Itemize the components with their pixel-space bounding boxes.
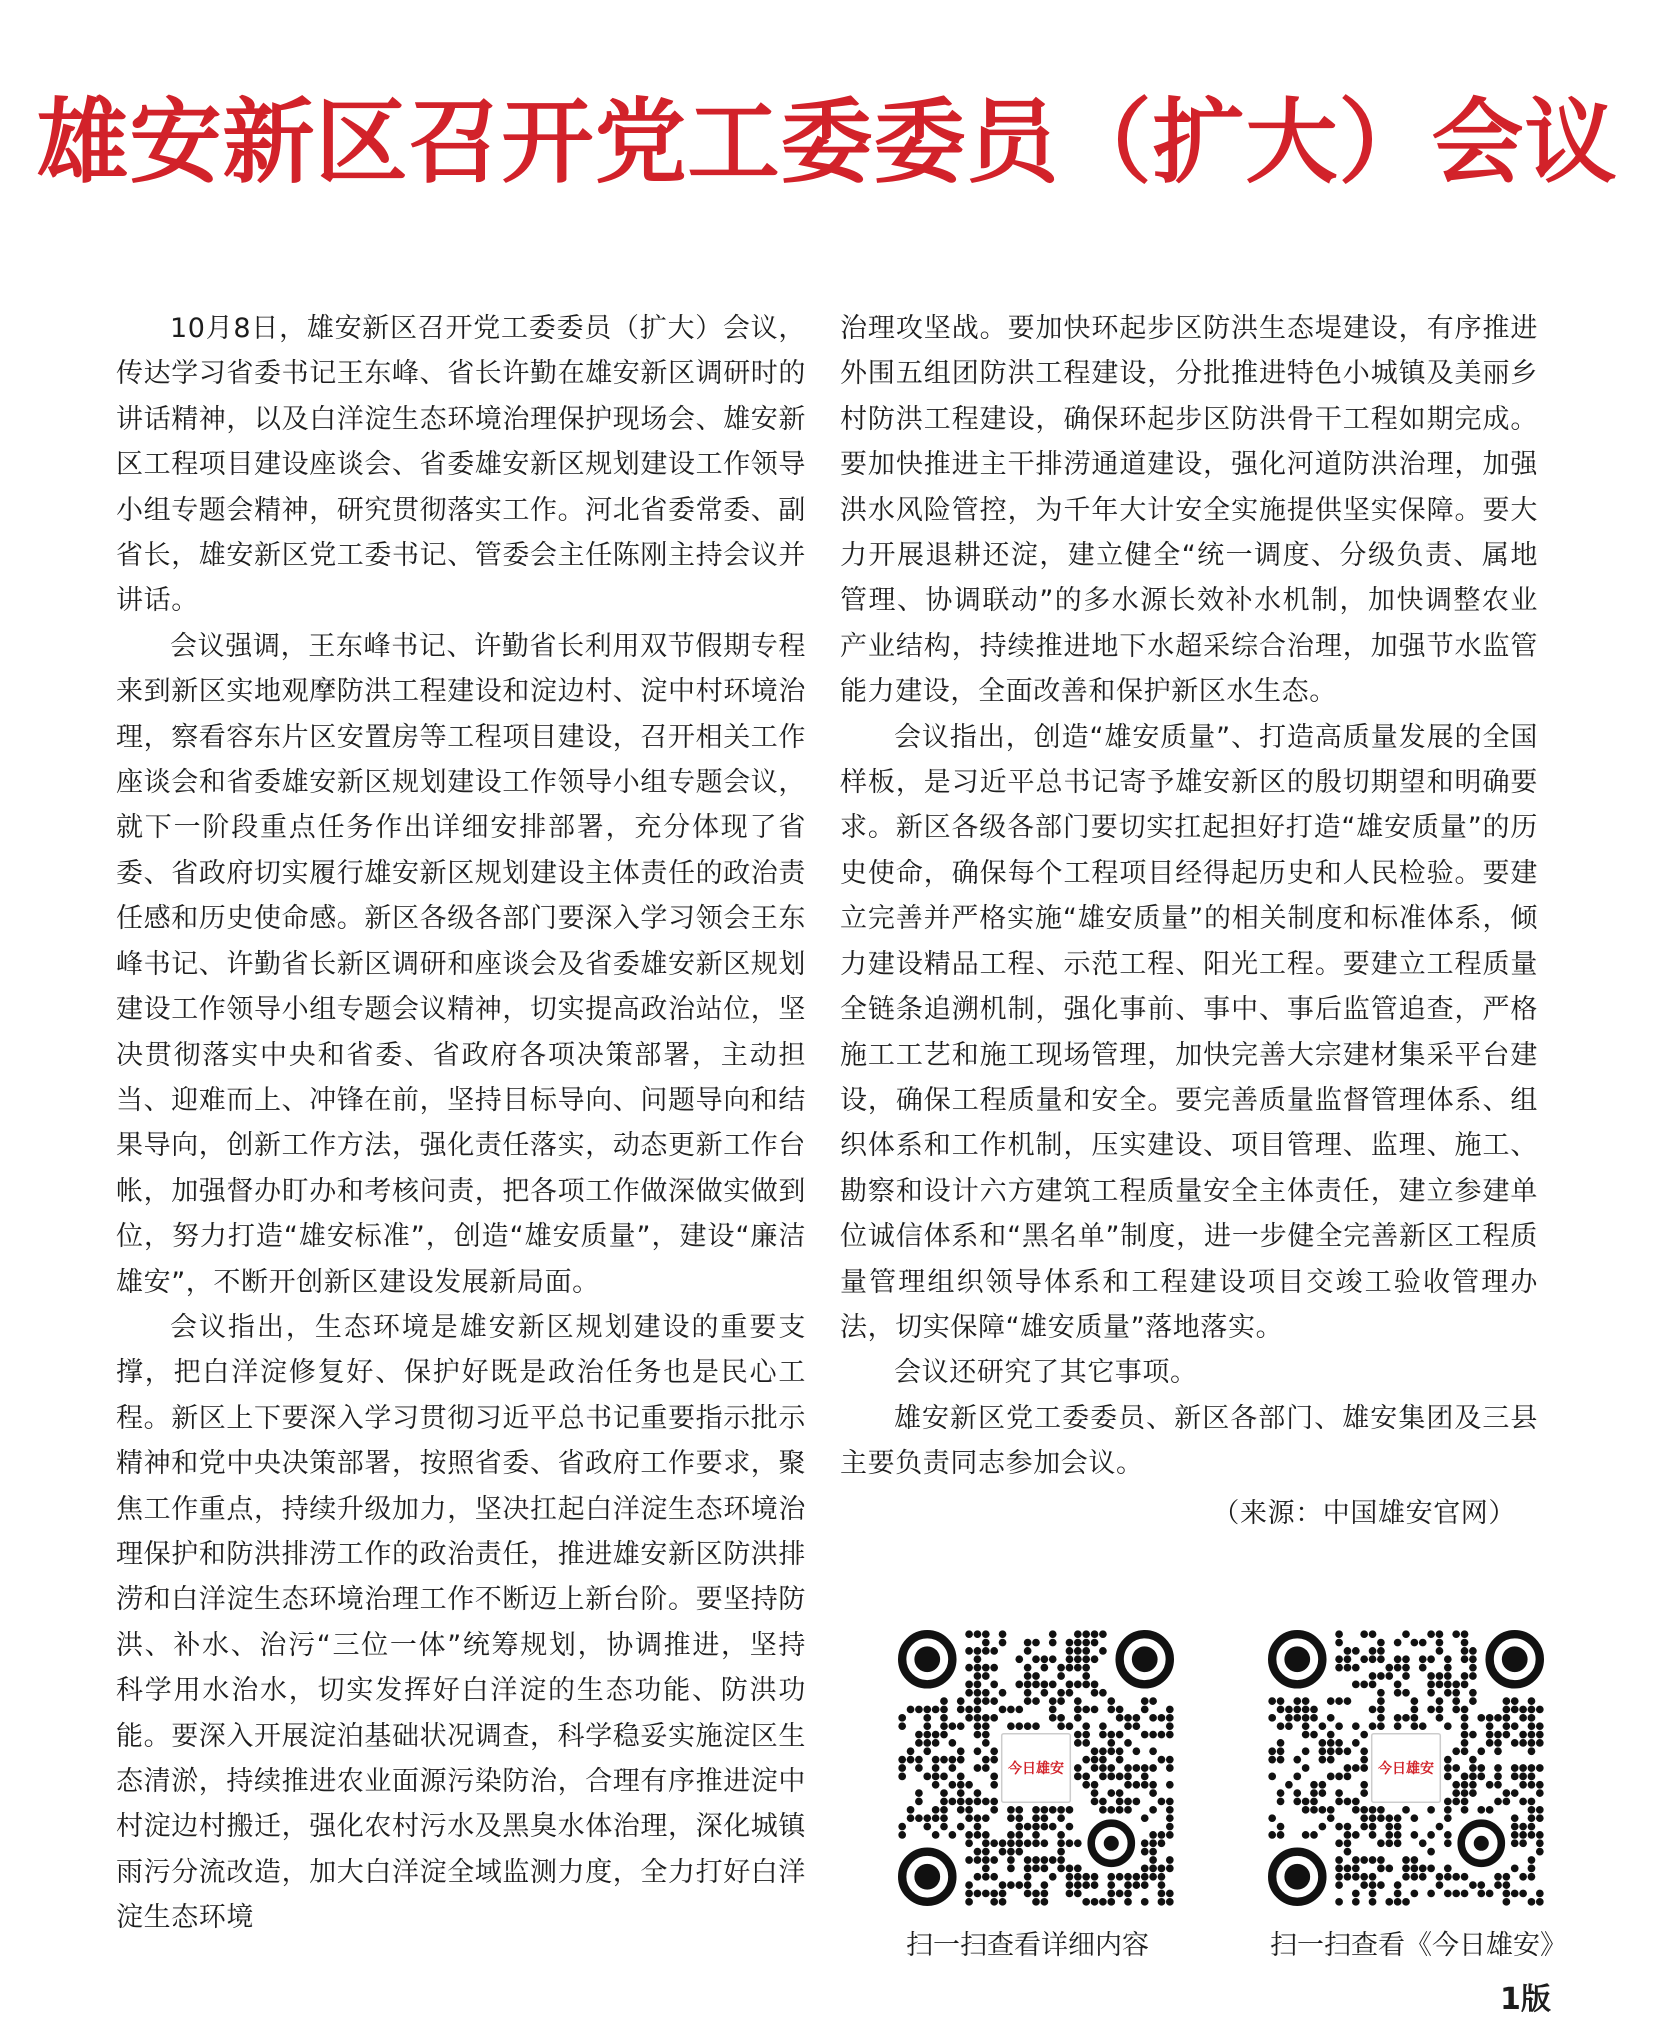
source-note: （来源：中国雄安官网）: [1212, 1497, 1516, 1529]
article-column-left: [116, 306, 806, 1941]
paragraph-emphasis: 会议强调，王东峰书记、许勤省长利用双节假期专程来到新区实地观摩防洪工程建设和淀边村、淀中村环境治理，察看容东片区安置房等工程项目建设，召开相关工作座谈会和省委雄安新区规划建设工作领导小组专题会议，就下一阶段重点任务作出详细安排部署，充分体现了省委、省政府切实履行雄安新区规划建设主体责任的政治责任感和历史使命感。新区各级各部门要深入学习领会王东峰书记、许勤省长新区调研和座谈会及省委雄安新区规划建设工作领导小组专题会议精神，切实提高政治站位，坚决贯彻落实中央和省委、省政府各项决策部署，主动担当、迎难而上、冲锋在前，坚持目标导向、问题导向和结果导向，创新工作方法，强化责任落实，动态更新工作台帐，加强督办盯办和考核问责，把各项工作做深做实做到位，努力打造“雄安标准”，创造“雄安质量”，建设“廉洁雄安”，不断开创新区建设发展新局面。: [116, 630, 806, 1298]
paragraph-quality: 会议指出，创造“雄安质量”、打造高质量发展的全国样板，是习近平总书记寄予雄安新区的殷切期望和明确要求。新区各级各部门要切实扛起担好打造“雄安质量”的历史使命，确保每个工程项目经得起历史和人民检验。要建立完善并严格实施“雄安质量”的相关制度和标准体系，倾力建设精品工程、示范工程、阳光工程。要建立工程质量全链条追溯机制，强化事前、事中、事后监管追查，严格施工工艺和施工现场管理，加快完善大宗建材集采平台建设，确保工程质量和安全。要完善质量监督管理体系、组织体系和工作机制，压实建设、项目管理、监理、施工、勘察和设计六方建筑工程质量安全主体责任，建立参建单位诚信体系和“黑名单”制度，进一步健全完善新区工程质量管理组织领导体系和工程建设项目交竣工验收管理办法，切实保障“雄安质量”落地落实。: [840, 721, 1538, 1343]
qr-code-graphic: [898, 1630, 1174, 1906]
paragraph-other-matters: 会议还研究了其它事项。: [894, 1357, 1198, 1389]
paragraph-ecology: 会议指出，生态环境是雄安新区规划建设的重要支撑，把白洋淀修复好、保护好既是政治任务也是民心工程。新区上下要深入学习贯彻习近平总书记重要指示批示精神和党中央决策部署，按照省委、省政府工作要求，聚焦工作重点，持续升级加力，坚决扛起白洋淀生态环境治理保护和防洪排涝工作的政治责任，推进雄安新区防洪排涝和白洋淀生态环境治理工作不断迈上新台阶。要坚持防洪、补水、治污“三位一体”统筹规划，协调推进，坚持科学用水治水，切实发挥好白洋淀的生态功能、防洪功能。要深入开展淀泊基础状况调查，科学稳妥实施淀区生态清淤，持续推进农业面源污染防治，合理有序推进淀中村淀边村搬迁，强化农村污水及黑臭水体治理，深化城镇雨污分流改造，加大白洋淀全域监测力度，全力打好白洋淀生态环境: [116, 1311, 806, 1934]
qr-code-newspaper[interactable]: [1268, 1630, 1544, 1906]
qr-code-details[interactable]: [898, 1630, 1174, 1906]
qr-logo-text: 今日雄安: [1008, 1761, 1064, 1777]
qr-code-graphic: [1268, 1630, 1544, 1906]
headline: 雄安新区召开党工委委员（扩大）会议: [36, 88, 1618, 196]
qr-logo-text: 今日雄安: [1378, 1761, 1434, 1777]
qr-caption-details: 扫一扫查看详细内容: [906, 1930, 1149, 1961]
paragraph-intro: 10月8日，雄安新区召开党工委委员（扩大）会议，传达学习省委书记王东峰、省长许勤在雄安新区调研时的讲话精神，以及白洋淀生态环境治理保护现场会、雄安新区工程项目建设座谈会、省委雄安新区规划建设工作领导小组专题会精神，研究贯彻落实工作。河北省委常委、副省长，雄安新区党工委书记、管委会主任陈刚主持会议并讲话。: [116, 313, 806, 617]
paragraph-attendees: 雄安新区党工委委员、新区各部门、雄安集团及三县主要负责同志参加会议。: [840, 1402, 1538, 1480]
qr-caption-newspaper: 扫一扫查看《今日雄安》: [1270, 1930, 1567, 1961]
page-number: 1版: [1500, 1982, 1551, 2017]
article-column-right: [840, 306, 1538, 1536]
paragraph-ecology-continued: 治理攻坚战。要加快环起步区防洪生态堤建设，有序推进外围五组团防洪工程建设，分批推进特色小城镇及美丽乡村防洪工程建设，确保环起步区防洪骨干工程如期完成。要加快推进主干排涝通道建设，强化河道防洪治理，加强洪水风险管控，为千年大计安全实施提供坚实保障。要大力开展退耕还淀，建立健全“统一调度、分级负责、属地管理、协调联动”的多水源长效补水机制，加快调整农业产业结构，持续推进地下水超采综合治理，加强节水监管能力建设，全面改善和保护新区水生态。: [840, 313, 1538, 708]
